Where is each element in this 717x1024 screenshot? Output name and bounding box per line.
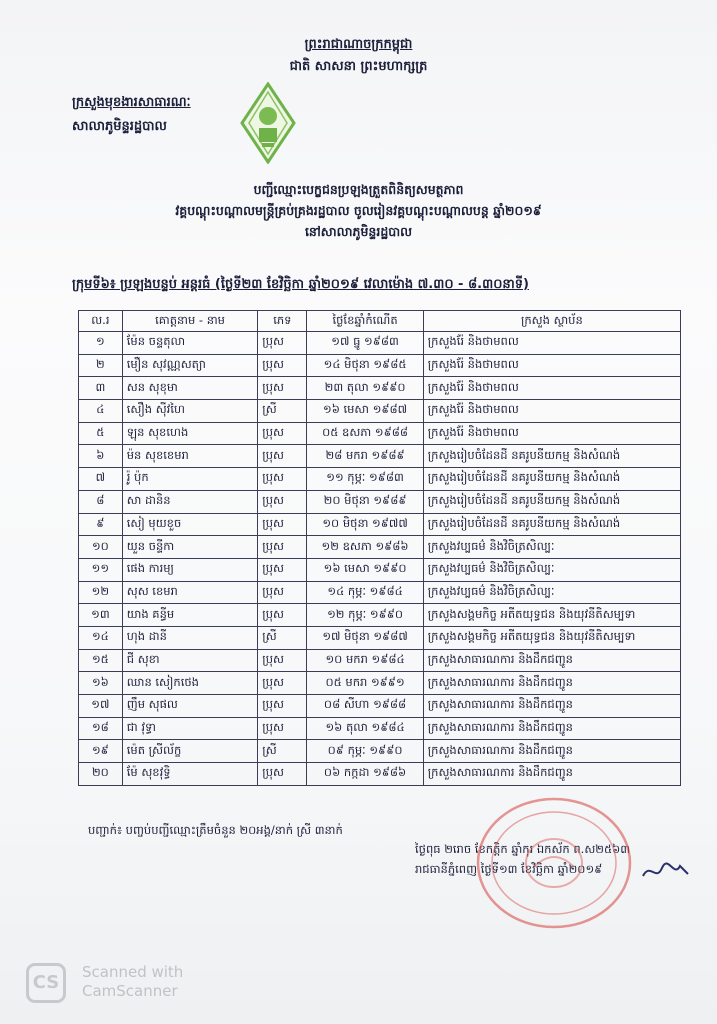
kingdom-heading: ព្រះរាជាណាចក្រកម្ពុជា: [304, 37, 413, 52]
cell-dob: ០៥ មករា ១៩៩១: [307, 672, 423, 695]
document-title: បញ្ជីឈ្មោះបេក្ខជនប្រឡងត្រួតពិនិត្យសមត្ថភាព: [253, 182, 464, 197]
cell-sex: ប្រុស: [258, 581, 307, 604]
cell-dob: ១២ កុម្ភៈ ១៩៩០: [307, 604, 423, 627]
cell-number: ១៦: [79, 672, 123, 695]
cell-dob: ១៧ មិថុនា ១៩៨៧: [307, 626, 423, 649]
watermark-line-2: CamScanner: [82, 982, 178, 1000]
cell-ministry: ក្រសួងរៀបចំដែនដី នគរូបនីយកម្ម និងសំណង់: [423, 468, 680, 491]
cell-sex: ប្រុស: [258, 672, 307, 695]
official-stamp-icon: [474, 795, 634, 931]
cell-dob: ១៦ មេសា ១៩៩០: [307, 558, 423, 581]
cell-name: សុស ខេមរា: [122, 581, 258, 604]
cell-dob: ២៨ មករា ១៩៨៩: [307, 445, 423, 468]
cell-dob: ០៨ សីហា ១៩៨៨: [307, 695, 423, 718]
table-row: [79, 400, 681, 423]
cell-ministry: ក្រសួងរ៉ែ និងថាមពល: [423, 377, 680, 400]
cell-ministry: ក្រសួងសាធារណការ និងដឹកជញ្ជូន: [423, 695, 680, 718]
cell-ministry: ក្រសួងសង្គមកិច្ច អតីតយុទ្ធជន និងយុវនីតិសម្បទា: [423, 604, 680, 627]
cell-number: ៦: [79, 445, 123, 468]
cell-sex: ប្រុស: [258, 354, 307, 377]
table-row: [79, 422, 681, 445]
cell-dob: ១៦ តុលា ១៩៨៤: [307, 717, 423, 740]
cell-sex: ប្រុស: [258, 649, 307, 672]
cell-number: ១: [79, 332, 123, 355]
cell-dob: ២០ មិថុនា ១៩៨៩: [307, 490, 423, 513]
table-row: [79, 672, 681, 695]
cell-name: ម៉ែ សុខវុទ្ធិ: [122, 763, 258, 786]
cell-number: ១៣: [79, 604, 123, 627]
cell-sex: ប្រុស: [258, 717, 307, 740]
cell-sex: ប្រុស: [258, 445, 307, 468]
table-row: [79, 377, 681, 400]
cell-number: ១២: [79, 581, 123, 604]
table-row: [79, 717, 681, 740]
cell-sex: ប្រុស: [258, 558, 307, 581]
table-row: [79, 490, 681, 513]
cell-sex: ប្រុស: [258, 377, 307, 400]
cell-name: សន សុខុមា: [122, 377, 258, 400]
cell-dob: ០៩ កុម្ភៈ ១៩៩០: [307, 740, 423, 763]
national-motto: ជាតិ សាសនា ព្រះមហាក្សត្រ: [289, 59, 428, 74]
table-row: [79, 763, 681, 786]
cell-ministry: ក្រសួងរៀបចំដែនដី នគរូបនីយកម្ម និងសំណង់: [423, 513, 680, 536]
cell-number: ១៨: [79, 717, 123, 740]
cell-sex: ប្រុស: [258, 763, 307, 786]
cell-name: រ៉ូ ប៉ុក: [122, 468, 258, 491]
cell-name: សឿង ស៊ីវហៃ: [122, 400, 258, 423]
cell-dob: ១០ មិថុនា ១៩៧៧: [307, 513, 423, 536]
cell-ministry: ក្រសួងរ៉ែ និងថាមពល: [423, 422, 680, 445]
cell-sex: ប្រុស: [258, 422, 307, 445]
cell-sex: ស្រី: [258, 400, 307, 423]
watermark-line-1: Scanned with: [82, 963, 184, 981]
cell-name: ឈាន សៀកថេង: [122, 672, 258, 695]
cell-sex: ប្រុស: [258, 490, 307, 513]
cell-name: យាង គន្ធីម: [122, 604, 258, 627]
cell-number: ៣: [79, 377, 123, 400]
table-row: [79, 695, 681, 718]
cell-number: ១៤: [79, 626, 123, 649]
cell-number: ៤: [79, 400, 123, 423]
table-row: [79, 513, 681, 536]
cell-name: ម៉ែន ចន្ទតុលា: [122, 332, 258, 355]
cell-name: ផេង ការម្យ: [122, 558, 258, 581]
cell-dob: ០៦ កក្កដា ១៩៨៦: [307, 763, 423, 786]
cell-number: ១៥: [79, 649, 123, 672]
camscanner-watermark: [82, 963, 183, 1001]
cell-number: ២: [79, 354, 123, 377]
school-emblem-icon: [240, 82, 296, 164]
cell-ministry: ក្រសួងរ៉ែ និងថាមពល: [423, 400, 680, 423]
cell-ministry: ក្រសួងរ៉ែ និងថាមពល: [423, 354, 680, 377]
header-dob: ថ្ងៃខែឆ្នាំកំណើត: [307, 311, 423, 332]
camscanner-logo-icon: CS: [26, 963, 66, 1003]
header-name: គោត្តនាម - នាម: [122, 311, 258, 332]
cell-number: ១៩: [79, 740, 123, 763]
cell-name: មឿន សុវណ្ណសត្យា: [122, 354, 258, 377]
cell-ministry: ក្រសួងវប្បធម៌ និងវិចិត្រសិល្បៈ: [423, 558, 680, 581]
cell-sex: ប្រុស: [258, 332, 307, 355]
cell-ministry: ក្រសួងរៀបចំដែនដី នគរូបនីយកម្ម និងសំណង់: [423, 445, 680, 468]
ministry-name: ក្រសួងមុខងារសាធារណៈ: [72, 95, 191, 110]
cell-ministry: ក្រសួងសង្គមកិច្ច អតីតយុទ្ធជន និងយុវនីតិសម្បទា: [423, 626, 680, 649]
cell-name: យួន ចន្ទីកា: [122, 536, 258, 559]
cell-ministry: ក្រសួងវប្បធម៌ និងវិចិត្រសិល្បៈ: [423, 536, 680, 559]
table-body: [79, 332, 681, 786]
cell-sex: ស្រី: [258, 626, 307, 649]
cell-ministry: ក្រសួងរ៉ែ និងថាមពល: [423, 332, 680, 355]
document-location: នៅសាលាភូមិន្ទរដ្ឋបាល: [304, 224, 413, 239]
cell-dob: ១៧ ធ្នូ ១៩៨៣: [307, 332, 423, 355]
cell-sex: ស្រី: [258, 740, 307, 763]
table-row: [79, 626, 681, 649]
cell-number: ៨: [79, 490, 123, 513]
cell-sex: ប្រុស: [258, 536, 307, 559]
header-ministry: ក្រសួង ស្ថាប័ន: [423, 311, 680, 332]
solar-date: រាជធានីភ្នំពេញ ថ្ងៃទី១៣ ខែវិច្ឆិកា ឆ្នាំ២០១៩: [415, 862, 603, 876]
cell-number: ២០: [79, 763, 123, 786]
cell-name: ឡុន សុខហេង: [122, 422, 258, 445]
table-row: [79, 604, 681, 627]
table-row: [79, 536, 681, 559]
cell-ministry: ក្រសួងសាធារណការ និងដឹកជញ្ជូន: [423, 763, 680, 786]
header-number: ល.រ: [79, 311, 123, 332]
cell-name: ជី សុខា: [122, 649, 258, 672]
cell-dob: ០៥ ឧសភា ១៩៨៨: [307, 422, 423, 445]
table-row: [79, 581, 681, 604]
header-sex: ភេទ: [258, 311, 307, 332]
cell-number: ៧: [79, 468, 123, 491]
cell-name: ម៉េត ស្រីល័ក្ខ: [122, 740, 258, 763]
cell-number: ១១: [79, 558, 123, 581]
cell-ministry: ក្រសួងសាធារណការ និងដឹកជញ្ជូន: [423, 740, 680, 763]
table-header-row: [79, 311, 681, 332]
cell-name: ញឹម សុផល: [122, 695, 258, 718]
table-row: [79, 354, 681, 377]
lunar-date: ថ្ងៃពុធ ២រោច ខែកត្តិក ឆ្នាំកុរ ឯកស័ក ព.ស២៥៦៣: [415, 842, 631, 856]
cell-number: ១៧: [79, 695, 123, 718]
table-row: [79, 332, 681, 355]
exam-group-heading: ក្រុមទី៦៖ ប្រឡងបន្ទប់ អន្តរធំ (ថ្ងៃទី២៣ ខែវិច្ឆិកា ឆ្នាំ២០១៩ វេលាម៉ោង ៧.៣០ - ៨.៣០នាទី): [72, 277, 529, 292]
candidate-table: [78, 310, 681, 786]
table-row: [79, 740, 681, 763]
cell-ministry: ក្រសួងវប្បធម៌ និងវិចិត្រសិល្បៈ: [423, 581, 680, 604]
cell-name: ហុង ដានី: [122, 626, 258, 649]
cell-ministry: ក្រសួងសាធារណការ និងដឹកជញ្ជូន: [423, 717, 680, 740]
cell-dob: ១៤ កុម្ភៈ ១៩៨៤: [307, 581, 423, 604]
cell-ministry: ក្រសួងសាធារណការ និងដឹកជញ្ជូន: [423, 649, 680, 672]
cell-dob: ១៤ មិថុនា ១៩៨៥: [307, 354, 423, 377]
cell-name: ម៉ន សុខខេមរា: [122, 445, 258, 468]
cell-sex: ប្រុស: [258, 468, 307, 491]
cell-sex: ប្រុស: [258, 695, 307, 718]
cell-number: ១០: [79, 536, 123, 559]
cell-dob: ១១ កុម្ភៈ ១៩៨៣: [307, 468, 423, 491]
cell-dob: ១២ ឧសភា ១៩៨៦: [307, 536, 423, 559]
table-row: [79, 445, 681, 468]
document-subtitle: វគ្គបណ្តុះបណ្តាលមន្ត្រីគ្រប់គ្រងរដ្ឋបាល ចូលរៀនវគ្គបណ្តុះបណ្តាលបន្ត ឆ្នាំ២០១៩: [175, 203, 542, 218]
cell-name: សា ដានិន: [122, 490, 258, 513]
cell-number: ៩: [79, 513, 123, 536]
cell-dob: ១០ មករា ១៩៨៤: [307, 649, 423, 672]
cell-number: ៥: [79, 422, 123, 445]
cell-name: ជា វុទ្ធា: [122, 717, 258, 740]
cell-dob: ១៦ មេសា ១៩៨៧: [307, 400, 423, 423]
signature-icon: [640, 858, 692, 884]
cell-ministry: ក្រសួងសាធារណការ និងដឹកជញ្ជូន: [423, 672, 680, 695]
table-row: [79, 649, 681, 672]
cell-name: សៀ មុយខួច: [122, 513, 258, 536]
school-name: សាលាភូមិន្ទរដ្ឋបាល: [72, 119, 167, 134]
table-row: [79, 558, 681, 581]
table-row: [79, 468, 681, 491]
cell-dob: ២៣ តុលា ១៩៩០: [307, 377, 423, 400]
list-note: បញ្ជាក់៖ បញ្ចប់បញ្ជីឈ្មោះត្រឹមចំនួន ២០អង្គ/នាក់ ស្រី ៣នាក់: [88, 823, 343, 837]
cell-sex: ប្រុស: [258, 513, 307, 536]
cell-ministry: ក្រសួងរៀបចំដែនដី នគរូបនីយកម្ម និងសំណង់: [423, 490, 680, 513]
cell-sex: ប្រុស: [258, 604, 307, 627]
